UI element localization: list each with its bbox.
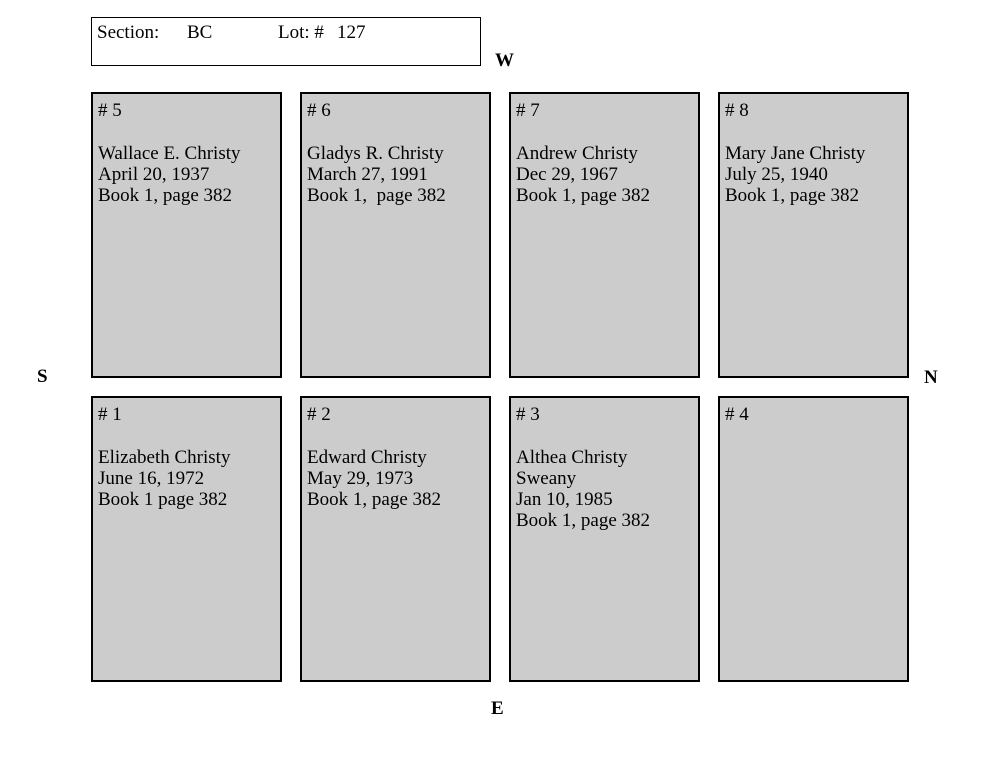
plot-date: May 29, 1973 <box>307 468 414 489</box>
plot-record: Book 1, page 382 <box>98 185 233 206</box>
plot-number: # 8 <box>725 100 749 121</box>
plot-name-continued: Sweany <box>516 468 577 489</box>
compass-east: E <box>491 698 504 719</box>
plot-date: July 25, 1940 <box>725 164 828 185</box>
plot-2 <box>300 396 491 682</box>
compass-north: N <box>924 367 938 388</box>
plot-number: # 4 <box>725 404 749 425</box>
plot-number: # 2 <box>307 404 331 425</box>
plot-name: Mary Jane Christy <box>725 143 866 164</box>
plot-record: Book 1, page 382 <box>307 185 446 206</box>
plot-name: Edward Christy <box>307 447 427 468</box>
plot-6 <box>300 92 491 378</box>
plot-date: Jan 10, 1985 <box>516 489 613 510</box>
section-label: Section: <box>97 22 160 43</box>
plot-8 <box>718 92 909 378</box>
plot-date: March 27, 1991 <box>307 164 428 185</box>
plot-7 <box>509 92 700 378</box>
plot-record: Book 1, page 382 <box>516 510 651 531</box>
plot-name: Andrew Christy <box>516 143 638 164</box>
plot-name: Althea Christy <box>516 447 628 468</box>
plot-number: # 6 <box>307 100 331 121</box>
plot-4 <box>718 396 909 682</box>
section-value: BC <box>187 22 213 43</box>
plot-number: # 5 <box>98 100 122 121</box>
plot-number: # 3 <box>516 404 540 425</box>
plot-date: June 16, 1972 <box>98 468 205 489</box>
plot-name: Gladys R. Christy <box>307 143 444 164</box>
plot-date: Dec 29, 1967 <box>516 164 618 185</box>
compass-south: S <box>37 366 48 387</box>
plot-name: Wallace E. Christy <box>98 143 241 164</box>
plot-record: Book 1, page 382 <box>516 185 651 206</box>
plot-record: Book 1, page 382 <box>725 185 860 206</box>
section-lot-header <box>91 17 481 66</box>
plot-date: April 20, 1937 <box>98 164 210 185</box>
plot-3 <box>509 396 700 682</box>
plot-1 <box>91 396 282 682</box>
plot-number: # 7 <box>516 100 540 121</box>
lot-value: 127 <box>337 22 366 43</box>
compass-west: W <box>495 50 514 71</box>
plot-number: # 1 <box>98 404 122 425</box>
plot-5 <box>91 92 282 378</box>
lot-label: Lot: # <box>278 22 324 43</box>
plot-name: Elizabeth Christy <box>98 447 231 468</box>
plot-record: Book 1, page 382 <box>307 489 442 510</box>
plot-record: Book 1 page 382 <box>98 489 228 510</box>
